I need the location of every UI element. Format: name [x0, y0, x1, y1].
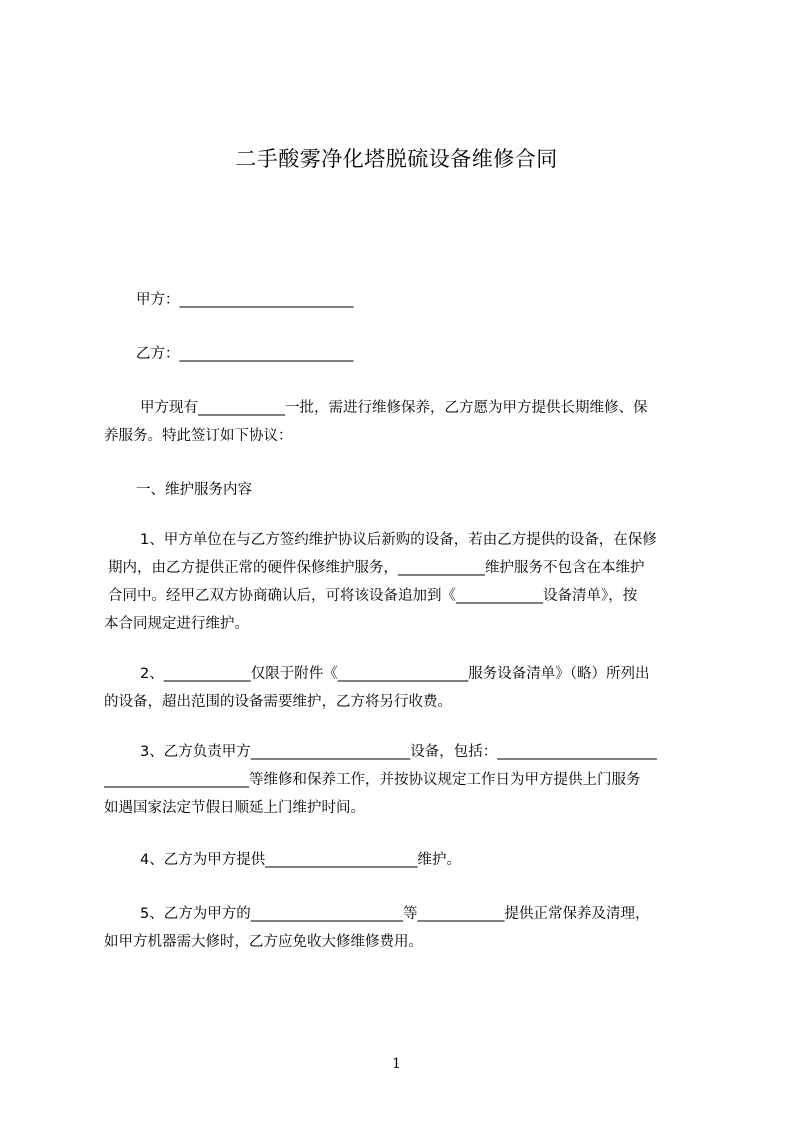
- clause-line: 2、____________仅限于附件《__________________服务设备清单》（略）所列出: [140, 666, 650, 682]
- section-1-heading: [136, 476, 742, 504]
- party-b-text: 乙方：________________________: [136, 346, 354, 362]
- intro-line: 甲方现有____________一批，需进行维修保养，乙方愿为甲方提供长期维修、保: [140, 400, 648, 416]
- clause-line: 合同中。经甲乙双方协商确认后，可将该设备追加到《____________设备清单》，按: [108, 588, 638, 604]
- clause-line: ____________________等维修和保养工作，并按协议规定工作日为甲方提供上门服务: [104, 772, 641, 788]
- clause-3: [104, 738, 710, 822]
- clause-1: [104, 526, 710, 638]
- clause-2: [104, 660, 710, 716]
- party-a-line: [136, 286, 742, 314]
- party-b-line: [136, 340, 742, 368]
- clause-5: [104, 900, 710, 956]
- section-heading-text: 一、维护服务内容: [136, 482, 252, 498]
- page-number: 1: [392, 1056, 401, 1072]
- clause-line: 期内，由乙方提供正常的硬件保修维护服务，____________维护服务不包含在本维护: [108, 560, 645, 576]
- document-title: 二手酸雾净化塔脱硫设备维修合同: [235, 147, 558, 171]
- intro-line: 养服务。特此签订如下协议：: [104, 428, 293, 444]
- clause-line: 如甲方机器需大修时，乙方应免收大修维修费用。: [104, 934, 423, 950]
- party-a-text: 甲方：________________________: [136, 292, 354, 308]
- clause-line: 本合同规定进行维护。: [104, 616, 249, 632]
- clause-4: [104, 846, 710, 874]
- clause-line: 如遇国家法定节假日顺延上门维护时间。: [104, 800, 365, 816]
- clause-line: 的设备，超出范围的设备需要维护，乙方将另行收费。: [104, 694, 452, 710]
- clause-line: 5、乙方为甲方的_____________________等____________提供正常保养及清理，: [140, 906, 650, 922]
- clause-line: 1、甲方单位在与乙方签约维护协议后新购的设备，若由乙方提供的设备，在保修: [140, 532, 657, 548]
- clause-line: 4、乙方为甲方提供_____________________维护。: [140, 852, 461, 868]
- clause-line: 3、乙方负责甲方______________________设备，包括：______________________: [140, 744, 657, 760]
- intro-paragraph: [104, 394, 710, 450]
